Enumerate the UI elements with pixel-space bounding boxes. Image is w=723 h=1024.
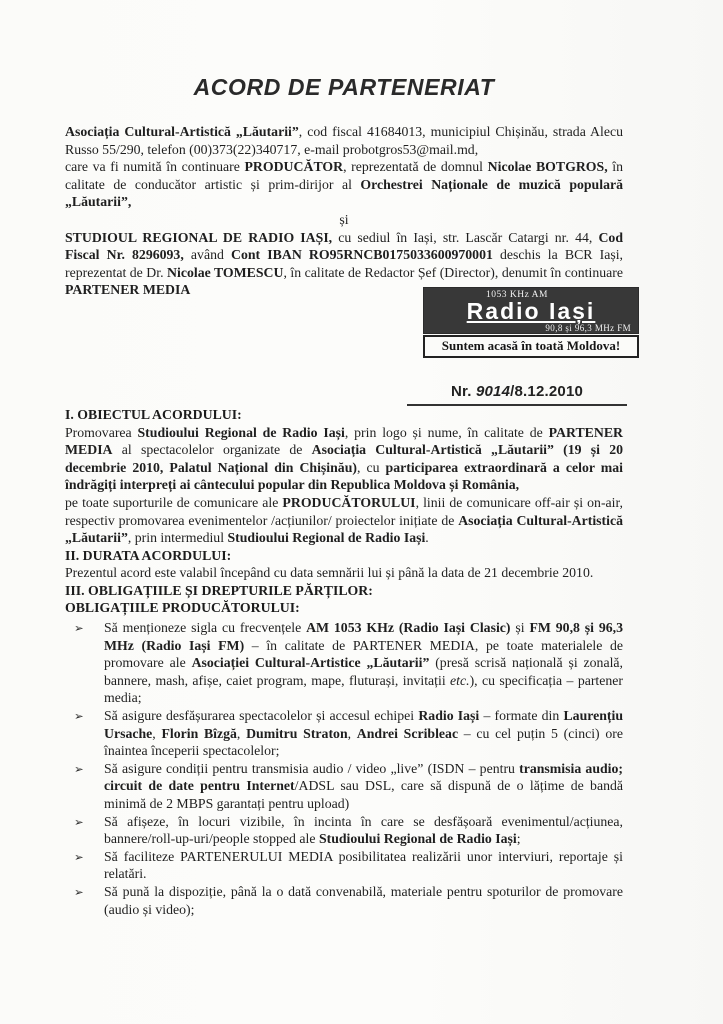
list-item [65,813,623,848]
list-item-text: Să faciliteze PARTENERULUI MEDIA posibilitatea realizării unor interviuri, reportaje și relatări. [104,848,623,882]
list-item [65,848,623,883]
section-durata-paragraph: Prezentul acord este valabil începând cu data semnării lui și până la data de 21 decembrie 2010. [65,565,594,581]
arrow-bullet-icon: ➢ [74,621,84,636]
section-heading-obiectul: I. OBIECTUL ACORDULUI: [65,406,242,422]
section-obiectul-paragraph-2: pe toate suporturile de comunicare ale PRODUCĂTORULUI, linii de comunicare off-air și on-air, respectiv promovarea evenimentelor /acțiunilor/ proiectelor inițiate de Asociația Cultural-Artistică „Lăutarii”, prin intermediul Studioului Regional de Radio Iași. [65,494,623,546]
list-item-text: Să afișeze, în locuri vizibile, în incinta în care se desfășoară evenimentul/acțiunea, bannere/roll-up-uri/people stopped ale Studioului Regional de Radio Iași; [104,813,623,847]
section-heading-durata: II. DURATA ACORDULUI: [65,547,232,563]
list-item [65,883,623,918]
document-number-line: Nr. 9014/8.12.2010 [407,382,627,406]
producer-obligations-list [65,619,623,918]
arrow-bullet-icon: ➢ [74,761,84,776]
producer-obligations-heading: OBLIGAȚIILE PRODUCĂTORULUI: [65,600,300,616]
producer-role-paragraph: care va fi numită în continuare PRODUCĂTOR, reprezentată de domnul Nicolae BOTGROS, în calitate de conducător artistic și prim-dirijor al Orchestrei Naționale de muzică populară „Lăutarii”, [65,159,624,210]
list-item [65,619,623,707]
arrow-bullet-icon: ➢ [74,709,84,724]
list-item-text: Să pună la dispoziție, până la o dată convenabilă, materiale pentru spoturilor de promovare (audio și video); [104,883,623,917]
section-obiectul-paragraph-1: Promovarea Studioului Regional de Radio Iași, prin logo și nume, în calitate de PARTENER MEDIA al spectacolelor organizate de Asociația Cultural-Artistică „Lăutarii” (19 și 20 decembrie 2010, Palatul Național din Chișinău), cu participarea extraordinară a celor mai îndrăgiți interpreți ai cântecului popular din Republica Moldova și România, [65,424,623,493]
producer-party-paragraph: Asociația Cultural-Artistică „Lăutarii”, cod fiscal 41684013, municipiul Chișinău, strada Alecu Russo 55/290, telefon (00)373(22)340717, e-mail probotgros53@mail.md, [65,124,624,157]
media-partner-paragraph: STUDIOUL REGIONAL DE RADIO IAȘI, cu sediul în Iași, str. Lascăr Catargi nr. 44, Cod Fiscal Nr. 8296093, având Cont IBAN RO95RNCB0175033600970001 deschis la BCR Iași, reprezentat de Dr. Nicolae TOMESCU, în calitate de Redactor Șef (Director), denumit în continuare PARTENER MEDIA [65,229,623,298]
list-item [65,707,623,760]
arrow-bullet-icon: ➢ [74,814,84,829]
radio-iasi-logo [423,287,639,358]
logo-am-frequency: 1053 KHz AM [486,289,548,300]
logo-fm-frequency: 90,8 și 96,3 MHz FM [545,322,631,333]
radio-iasi-wordmark: Radio Iași [466,297,596,324]
list-item-text: Să asigure desfășurarea spectacolelor și accesul echipei Radio Iași – formate din Laurențiu Ursache, Florin Bîzgă, Dumitru Straton, Andrei Scribleac – cu cel puțin 5 (cinci) ore înaintea începerii spectacolelor; [104,708,624,759]
list-item-text: Să asigure condiții pentru transmisia audio / video „live” (ISDN – pentru transmisia audio; circuit de date pentru Internet/ADSL sau DSL, care să dispună de o lățime de bandă minimă de 2 MBPS garantați pentru upload) [104,760,624,811]
arrow-bullet-icon: ➢ [74,884,84,899]
conjunction-text: și [339,211,349,227]
logo-tagline: Suntem acasă în toată Moldova! [423,335,639,358]
arrow-bullet-icon: ➢ [74,849,84,864]
document-title: ACORD DE PARTENERIAT [193,74,495,100]
radio-iasi-logo-box [423,287,639,334]
section-heading-obligatiile-partilor: III. OBLIGAȚIILE ȘI DREPTURILE PĂRȚILOR: [65,582,373,598]
list-item-text: Să menționeze sigla cu frecvențele AM 1053 KHz (Radio Iași Clasic) și FM 90,8 și 96,3 MHz (Radio Iași FM) – în calitate de PARTENER MEDIA, pe toate materialele de promovare ale Asociației Cultural-Artistice „Lăutarii” (presă scrisă națională și zonală, bannere, mash, afișe, caiet program, mape, fluturași, invitații etc.), cu specificația – partener media; [104,620,624,706]
list-item [65,760,623,813]
